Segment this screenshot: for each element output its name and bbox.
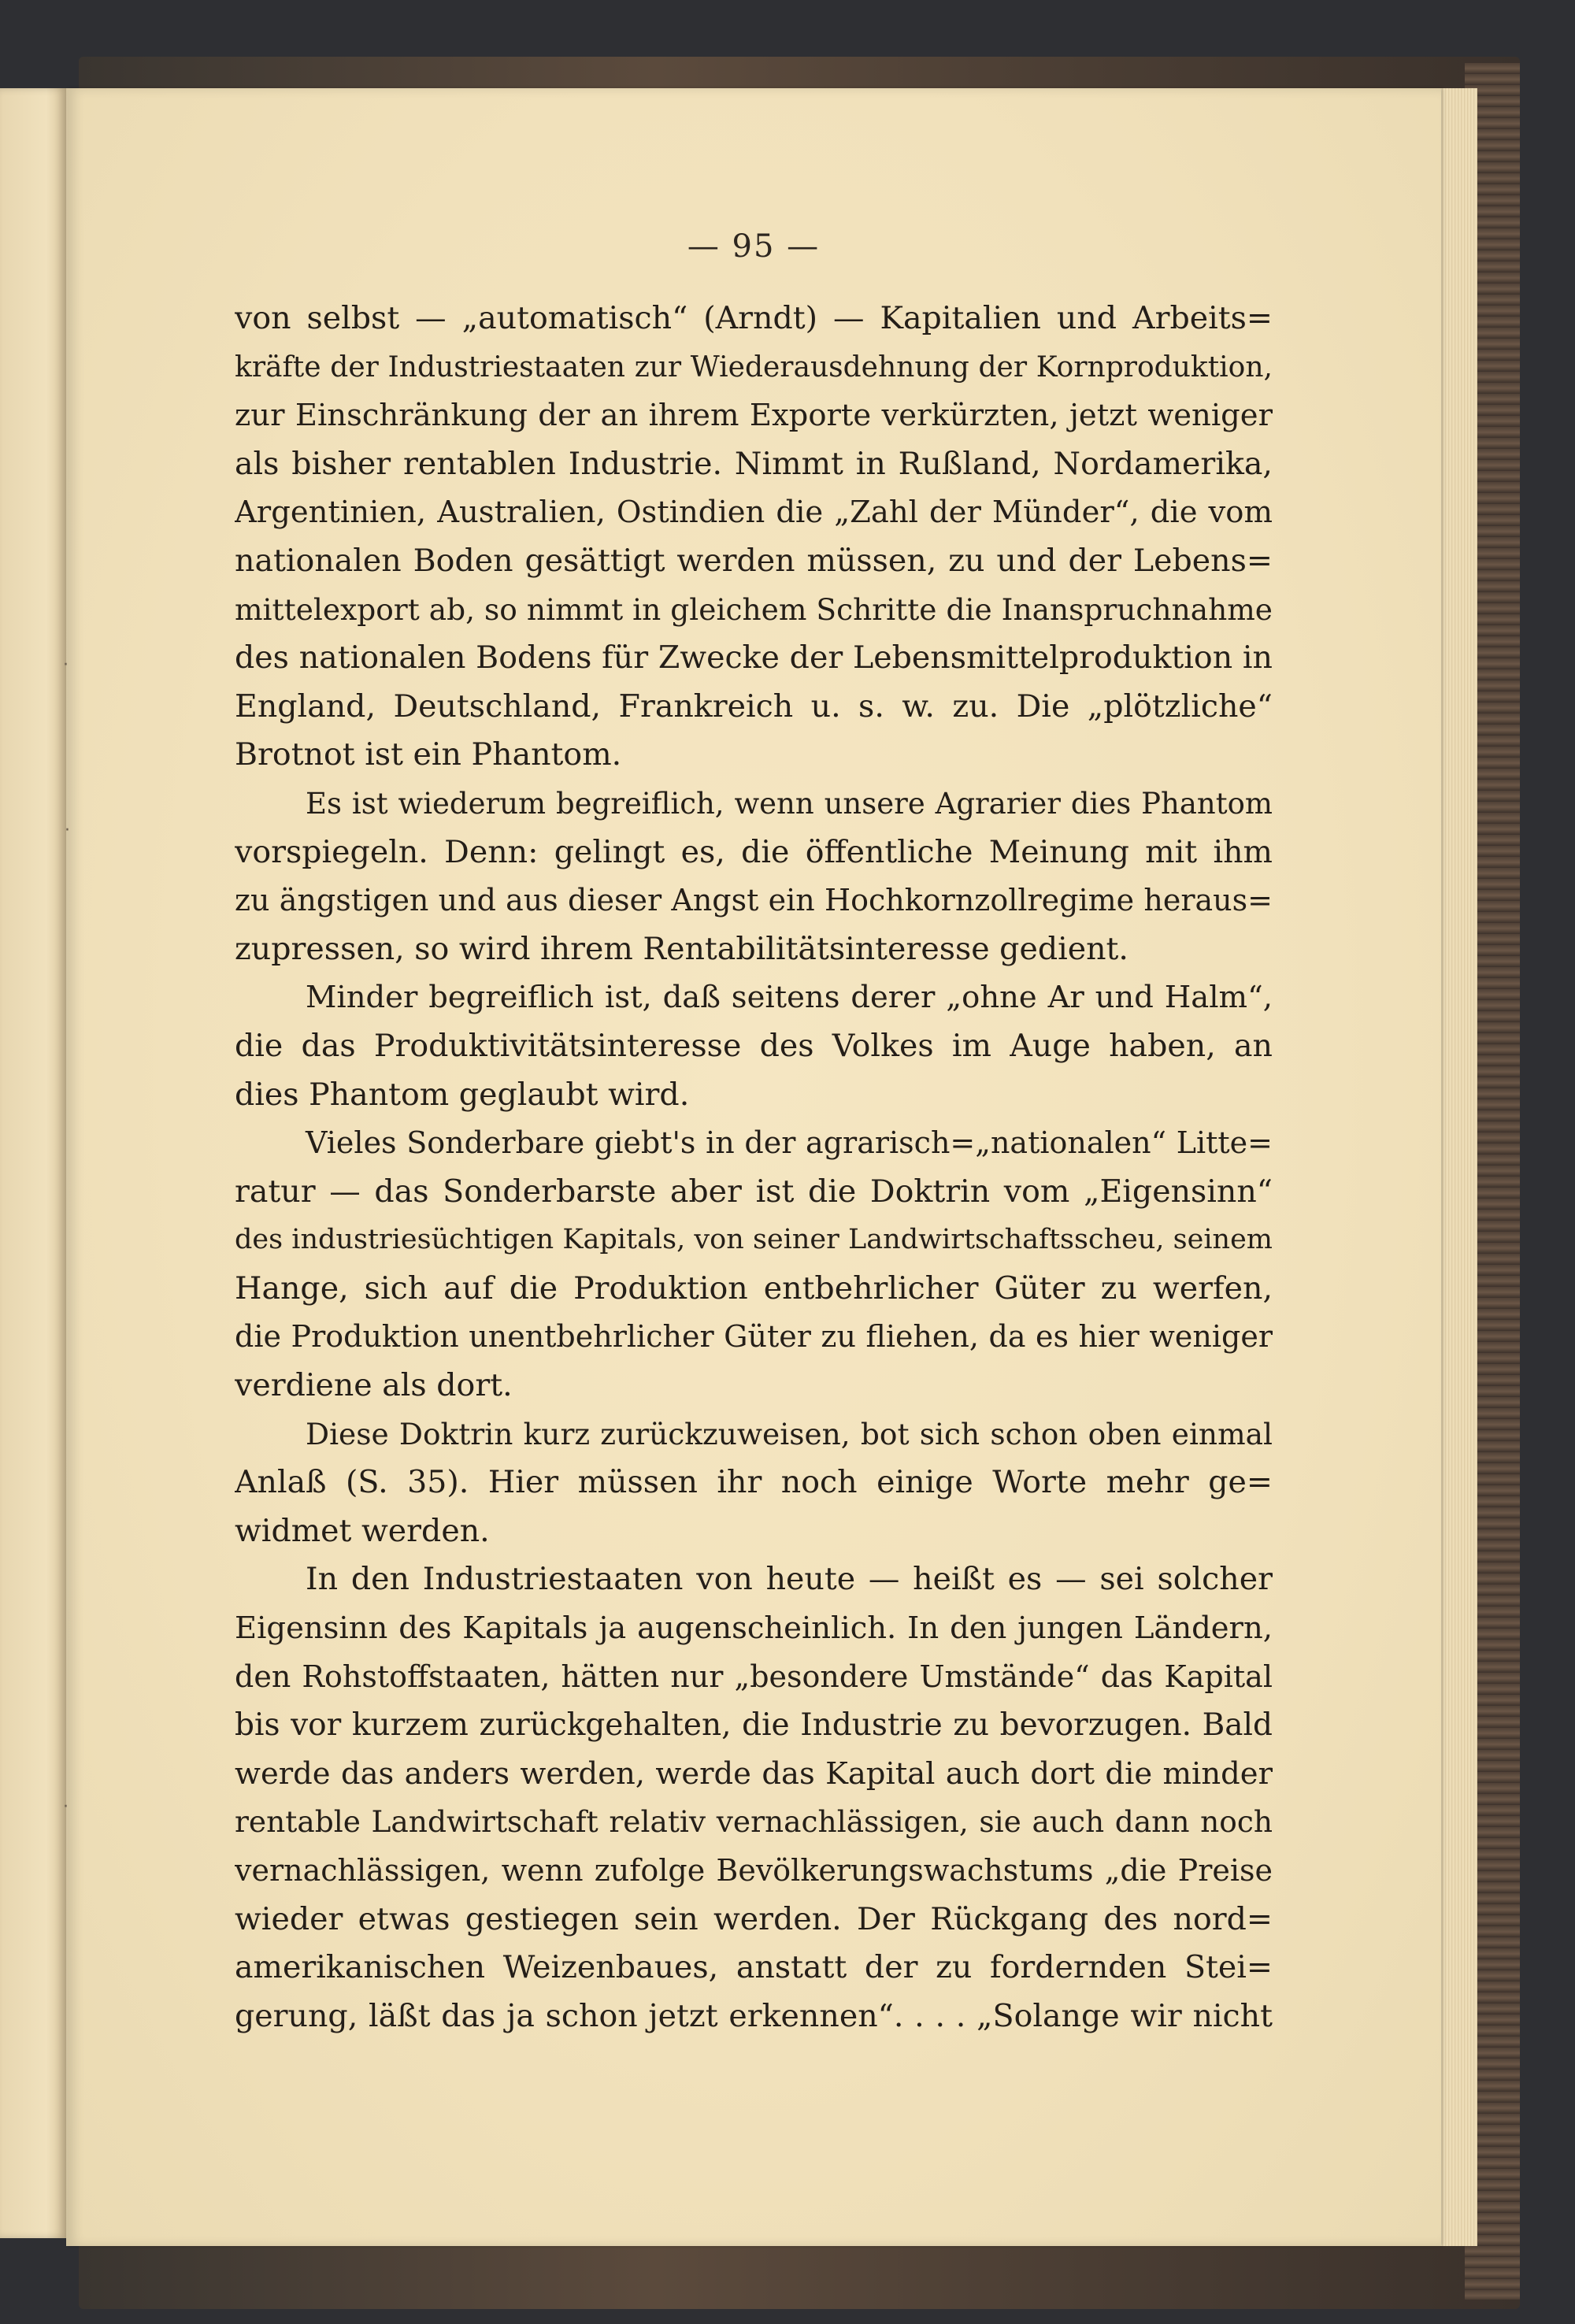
- text-line: bis vor kurzem zurückgehalten, die Industrie zu bevorzugen. Bald: [235, 1707, 1273, 1744]
- text-line: zupressen, so wird ihrem Rentabilitätsinteresse gedient.: [235, 930, 1128, 967]
- text-line: Es ist wiederum begreiflich, wenn unsere Agrarier dies Phantom: [306, 786, 1273, 821]
- text-line: des nationalen Bodens für Zwecke der Lebensmittelproduktion in: [235, 639, 1273, 676]
- text-line: zu ängstigen und aus dieser Angst ein Hochkornzollregime heraus=: [235, 883, 1273, 918]
- text-line: die das Produktivitätsinteresse des Volkes im Auge haben, an: [235, 1027, 1273, 1064]
- paragraph: [235, 1119, 1273, 1410]
- body-text: [235, 295, 1273, 2040]
- text-line: zur Einschränkung der an ihrem Exporte verkürzten, jetzt weniger: [235, 398, 1273, 434]
- margin-speck: ·: [63, 655, 69, 675]
- paragraph: [235, 780, 1273, 973]
- text-line: die Produktion unentbehrlicher Güter zu fliehen, da es hier weniger: [235, 1319, 1273, 1355]
- text-line: Diese Doktrin kurz zurückzuweisen, bot sich schon oben einmal: [306, 1416, 1273, 1451]
- text-line: des industriesüchtigen Kapitals, von seiner Landwirtschaftsscheu, seinem: [235, 1224, 1273, 1256]
- text-line: vernachlässigen, wenn zufolge Bevölkerungswachstums „die Preise: [235, 1853, 1273, 1888]
- margin-speck: ·: [63, 1797, 69, 1817]
- paragraph: [235, 1555, 1273, 2040]
- text-line: Brotnot ist ein Phantom.: [235, 736, 622, 773]
- text-line: als bisher rentablen Industrie. Nimmt in Rußland, Nordamerika,: [235, 445, 1273, 482]
- text-line: nationalen Boden gesättigt werden müssen, zu und der Lebens=: [235, 542, 1273, 579]
- text-line: dies Phantom geglaubt wird.: [235, 1076, 690, 1113]
- text-line: mittelexport ab, so nimmt in gleichem Schritte die Inanspruchnahme: [235, 591, 1273, 627]
- page-number: — 95 —: [687, 228, 821, 265]
- paragraph: [235, 973, 1273, 1119]
- text-line: Eigensinn des Kapitals ja augenscheinlich. In den jungen Ländern,: [235, 1610, 1273, 1647]
- text-line: gerung, läßt das ja schon jetzt erkennen“. . . . „Solange wir nicht: [235, 1997, 1273, 2034]
- text-line: Anlaß (S. 35). Hier müssen ihr noch einige Worte mehr ge=: [235, 1464, 1273, 1501]
- text-line: werde das anders werden, werde das Kapital auch dort die minder: [235, 1755, 1273, 1792]
- text-line: verdiene als dort.: [235, 1367, 513, 1404]
- text-line: rentable Landwirtschaft relativ vernachlässigen, sie auch dann noch: [235, 1804, 1273, 1840]
- left-page-edge: [0, 88, 66, 2238]
- text-line: ratur — das Sonderbarste aber ist die Doktrin vom „Eigensinn“: [235, 1173, 1273, 1210]
- text-line: widmet werden.: [235, 1512, 490, 1549]
- text-line: vorspiegeln. Denn: gelingt es, die öffentliche Meinung mit ihm: [235, 833, 1273, 870]
- book-page: [63, 88, 1441, 2246]
- text-line: kräfte der Industriestaaten zur Wiederausdehnung der Kornproduktion,: [235, 350, 1273, 384]
- paragraph: [235, 1410, 1273, 1556]
- margin-speck: ·: [65, 821, 70, 840]
- text-line: den Rohstoffstaaten, hätten nur „besondere Umstände“ das Kapital: [235, 1659, 1273, 1694]
- paragraph: [235, 295, 1273, 780]
- text-line: Vieles Sonderbare giebt's in der agrarisch=„nationalen“ Litte=: [306, 1125, 1273, 1161]
- text-line: wieder etwas gestiegen sein werden. Der Rückgang des nord=: [235, 1900, 1273, 1937]
- text-line: amerikanischen Weizenbaues, anstatt der zu fordernden Stei=: [235, 1949, 1273, 1986]
- text-line: von selbst — „automatisch“ (Arndt) — Kapitalien und Arbeits=: [235, 300, 1273, 336]
- text-line: Argentinien, Australien, Ostindien die „Zahl der Münder“, die vom: [235, 495, 1273, 531]
- text-line: Hange, sich auf die Produktion entbehrlicher Güter zu werfen,: [235, 1269, 1273, 1307]
- text-line: In den Industriestaaten von heute — heißt es — sei solcher: [306, 1561, 1273, 1598]
- text-line: England, Deutschland, Frankreich u. s. w. zu. Die „plötzliche“: [235, 688, 1273, 725]
- text-line: Minder begreiflich ist, daß seitens derer „ohne Ar und Halm“,: [306, 980, 1273, 1016]
